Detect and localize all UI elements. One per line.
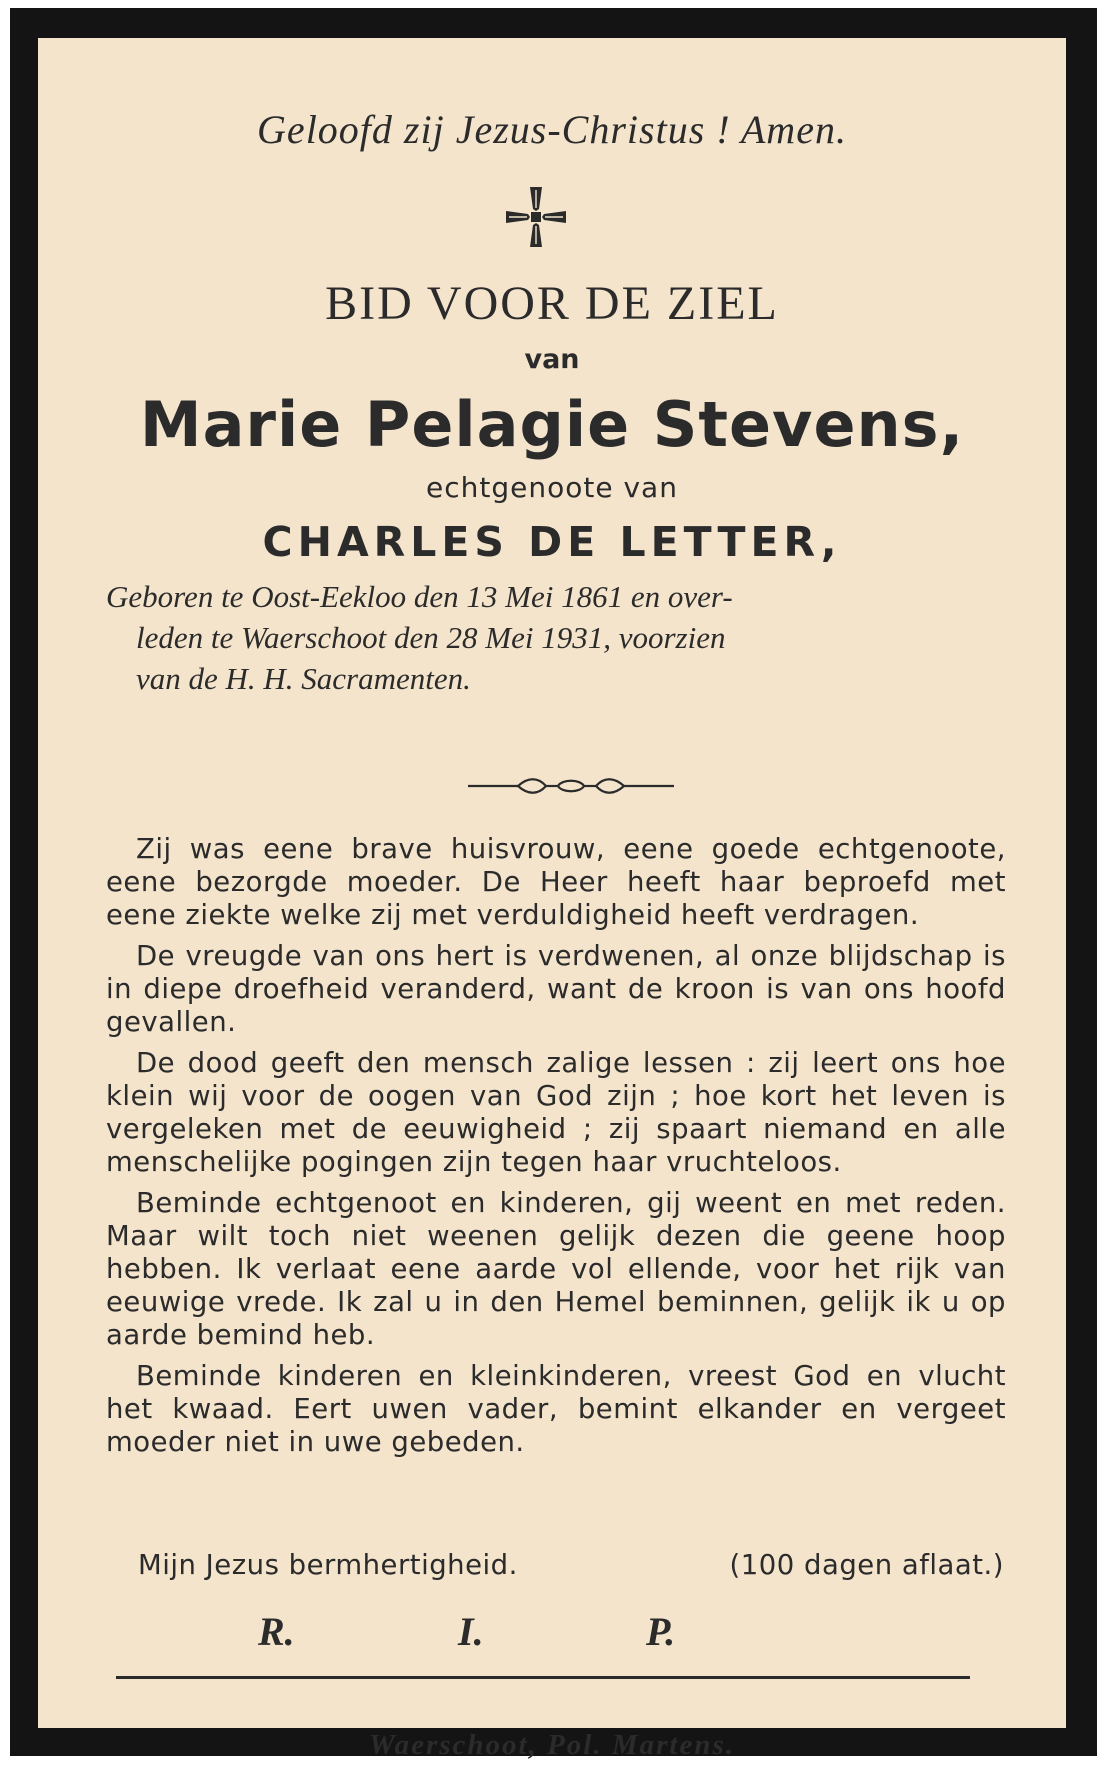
paragraph: De vreugde van ons hert is verdwenen, al onze blijdschap is in diepe droefheid veranderd, want de kroon is van ons hoofd gevallen. [106, 940, 1006, 1038]
van-label: van [524, 344, 580, 375]
rip-r: R. [258, 1609, 295, 1654]
paragraph: Beminde echtgenoot en kinderen, gij weent en met reden. Maar wilt toch niet weenen gelijk dezen die geene hoop hebben. Ik verlaat eene aarde vol ellende, voor het rijk van eeuwige vrede. Ik zal u in den Hemel beminnen, gelijk ik u op aarde bemind heb. [106, 1187, 1006, 1351]
spouse-intro: echtgenoote van [426, 471, 678, 504]
paragraph: De dood geeft den mensch zalige lessen : zij leert ons hoe klein wij voor de oogen van God zijn ; hoe kort het leven is vergeleken met de eeuwigheid ; zij spaart niemand en alle menschelijke pogingen zijn tegen haar vruchteloos. [106, 1047, 1006, 1178]
birth-line: van de H. H. Sacramenten. [136, 661, 471, 696]
prayer-line [138, 1549, 1004, 1581]
memorial-text [106, 833, 1006, 1467]
paragraph: Zij was eene brave huisvrouw, eene goede echtgenoote, eene bezorgde moeder. De Heer heeft haar beproefd met eene ziekte welke zij met verduldigheid heeft verdragen. [106, 833, 1006, 931]
printer-imprint: Waerschoot, Pol. Martens. [368, 1729, 736, 1761]
ornamental-divider-icon [466, 774, 676, 798]
rip-i: I. [458, 1609, 484, 1654]
cross-pattee-icon [500, 181, 572, 253]
birth-line: Geboren te Oost-Eekloo den 13 Mei 1861 en over- [106, 579, 733, 614]
divider-rule [116, 1676, 970, 1679]
heading: BID VOOR DE ZIEL [325, 277, 779, 330]
spouse-name: CHARLES DE LETTER, [262, 518, 842, 566]
birth-line: leden te Waerschoot den 28 Mei 1931, voorzien [136, 620, 726, 655]
deceased-name: Marie Pelagie Stevens, [139, 388, 965, 461]
memorial-card [38, 38, 1066, 1761]
rip-p: P. [646, 1609, 676, 1654]
prayer-text: Mijn Jezus bermhertigheid. [138, 1549, 518, 1581]
paragraph: Beminde kinderen en kleinkinderen, vreest God en vlucht het kwaad. Eert uwen vader, bemint elkander en vergeet moeder niet in uwe gebeden. [106, 1360, 1006, 1458]
invocation: Geloofd zij Jezus-Christus ! Amen. [257, 107, 847, 152]
birth-death-details [106, 576, 998, 699]
indulgence-text: (100 dagen aflaat.) [729, 1549, 1004, 1581]
